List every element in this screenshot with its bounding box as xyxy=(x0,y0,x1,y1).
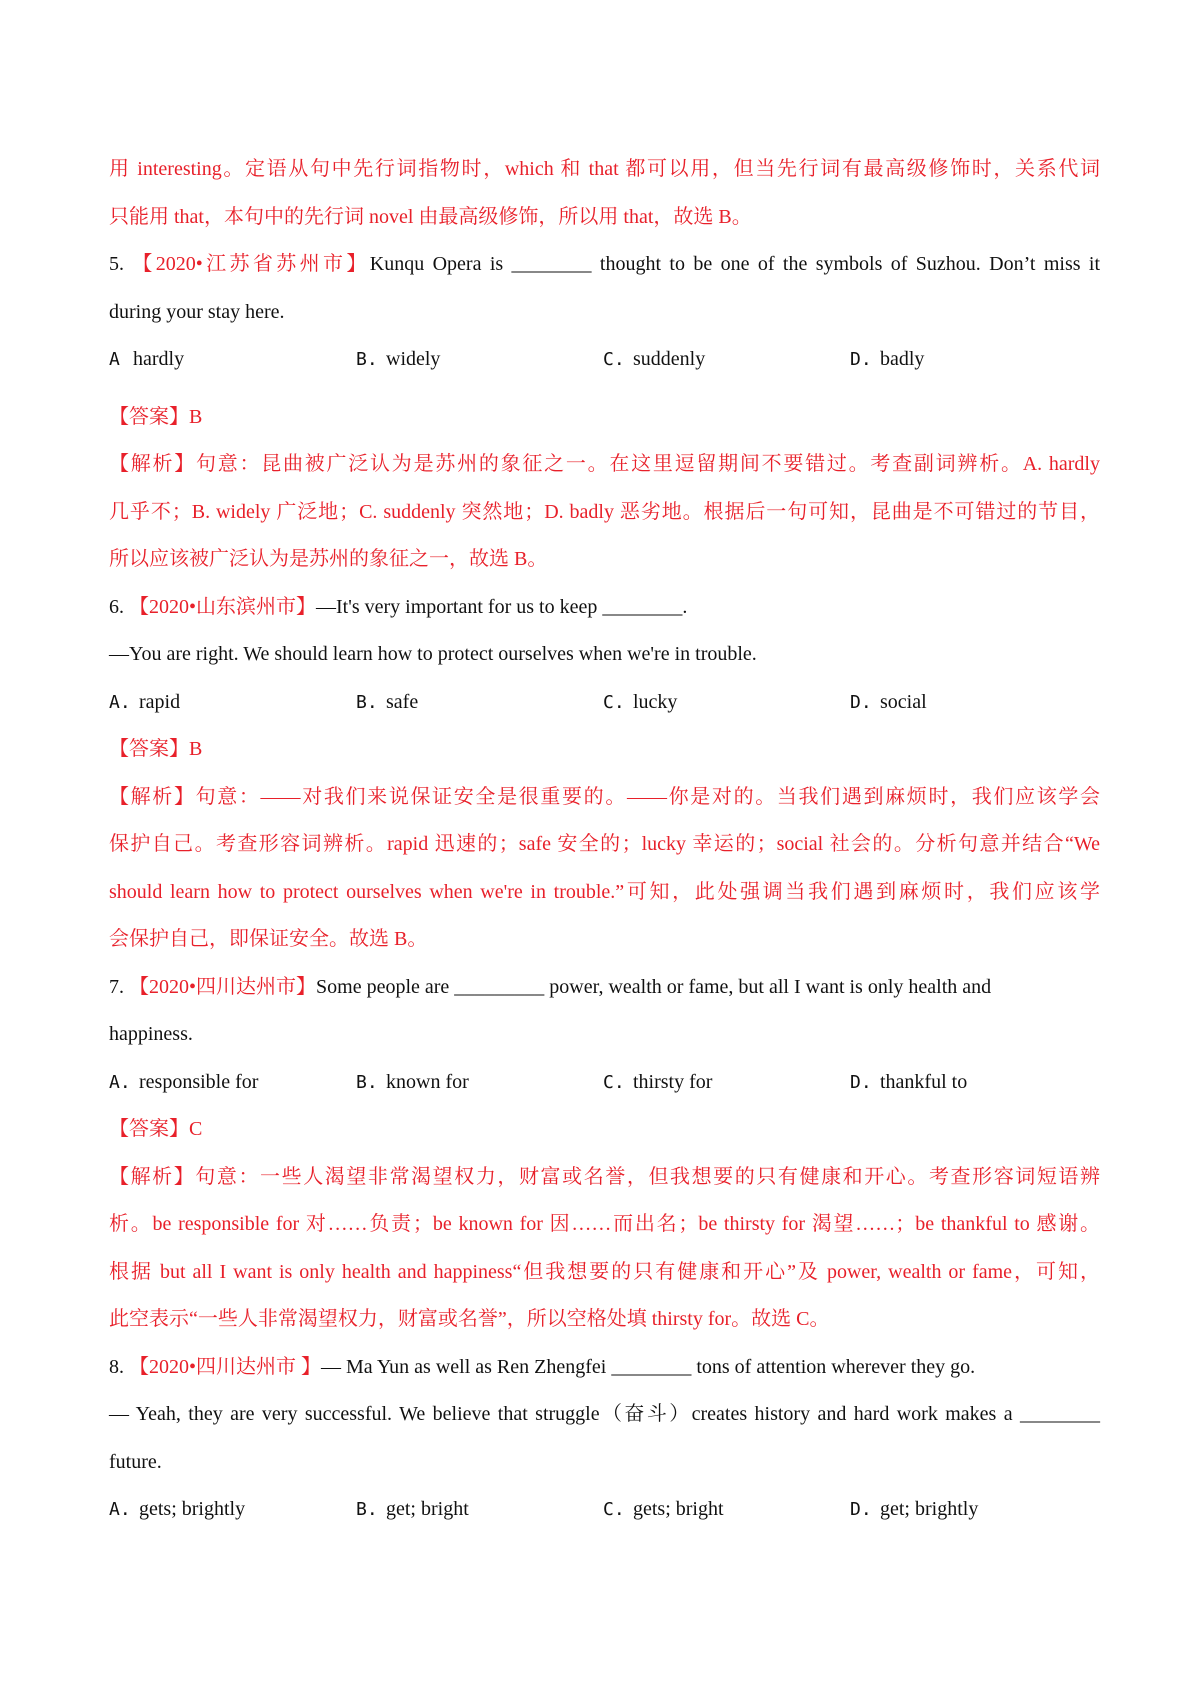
option-c xyxy=(603,336,850,384)
option-letter: A. xyxy=(109,691,131,713)
answer-line: 【答案】C xyxy=(109,1118,203,1140)
question-text: Some people are _________ power, wealth or fame, but all I want is only health and xyxy=(316,975,992,998)
option-letter: B. xyxy=(356,1071,378,1093)
option-letter: B. xyxy=(356,691,378,713)
option-a xyxy=(109,1486,356,1534)
option-d xyxy=(850,1059,1097,1107)
option-text: responsible for xyxy=(139,1070,259,1093)
question-number: 6. xyxy=(109,595,124,618)
question-number: 7. xyxy=(109,975,124,998)
option-d xyxy=(850,1486,1097,1534)
question-text: — Ma Yun as well as Ren Zhengfei ________ tons of attention wherever they go. xyxy=(321,1355,976,1378)
option-letter: A xyxy=(109,349,120,370)
option-a xyxy=(109,1059,356,1107)
option-c xyxy=(603,1059,850,1107)
question-text: Kunqu Opera is ________ thought to be one of the symbols of Suzhou. Don’t miss it xyxy=(369,253,1101,275)
option-letter: B. xyxy=(356,349,378,370)
question-source-tag: 【2020•四川达州市】 xyxy=(129,975,317,998)
option-text: get; brightly xyxy=(880,1498,979,1520)
question-7-options xyxy=(109,1059,1100,1107)
question-text-continued: future. xyxy=(109,1450,162,1473)
analysis-line: 只能用 that，本句中的先行词 novel 由最高级修饰，所以用 that，故选 B。 xyxy=(109,205,752,228)
option-letter: A. xyxy=(109,1071,131,1093)
analysis-line: 根据 but all I want is only health and happiness“但我想要的只有健康和开心”及 power, wealth or fame，可知， xyxy=(109,1260,1100,1283)
option-b xyxy=(356,1486,603,1534)
option-text: gets; brightly xyxy=(139,1498,246,1520)
option-text: gets; bright xyxy=(633,1498,724,1520)
analysis-line: 保护自己。考查形容词辨析。rapid 迅速的；safe 安全的；lucky 幸运的；social 社会的。分析句意并结合“We xyxy=(109,833,1100,855)
question-6-stem xyxy=(109,584,1100,632)
option-a xyxy=(109,336,356,384)
option-letter: C. xyxy=(603,349,625,370)
analysis-line: 析。be responsible for 对……负责；be known for 因……而出名；be thirsty for 渴望……；be thankful to 感谢。 xyxy=(109,1213,1100,1235)
analysis-line: 用 interesting。定语从句中先行词指物时，which 和 that 都可以用，但当先行词有最高级修饰时，关系代词 xyxy=(109,158,1100,180)
option-text: rapid xyxy=(139,690,181,713)
option-b xyxy=(356,336,603,384)
answer-line: 【答案】B xyxy=(109,405,203,428)
option-text: badly xyxy=(880,348,925,370)
option-text: safe xyxy=(386,690,419,713)
question-source-tag: 【2020•山东滨州市】 xyxy=(129,595,317,618)
option-text: suddenly xyxy=(633,348,706,370)
question-text-continued: happiness. xyxy=(109,1023,193,1045)
option-text: thankful to xyxy=(880,1070,968,1093)
question-source-tag: 【2020•江苏省苏州市】 xyxy=(132,253,370,275)
option-letter: D. xyxy=(850,1499,872,1520)
option-text: widely xyxy=(386,348,441,370)
question-number: 5. xyxy=(109,253,124,275)
option-text: known for xyxy=(386,1070,469,1093)
option-b xyxy=(356,679,603,727)
analysis-line: 会保护自己，即保证安全。故选 B。 xyxy=(109,928,428,950)
option-text: social xyxy=(880,690,927,713)
option-letter: C. xyxy=(603,691,625,713)
analysis-line: 几乎不；B. widely 广泛地；C. suddenly 突然地；D. badly 恶劣地。根据后一句可知，昆曲是不可错过的节目， xyxy=(109,500,1100,523)
option-d xyxy=(850,336,1097,384)
analysis-line: 所以应该被广泛认为是苏州的象征之一，故选 B。 xyxy=(109,548,548,570)
analysis-line: 【解析】句意：昆曲被广泛认为是苏州的象征之一。在这里逗留期间不要错过。考查副词辨析。A. hardly xyxy=(109,453,1100,475)
option-letter: A. xyxy=(109,1499,131,1520)
option-letter: C. xyxy=(603,1071,625,1093)
answer-line: 【答案】B xyxy=(109,738,203,760)
option-letter: B. xyxy=(356,1499,378,1520)
document-page xyxy=(109,146,1100,1534)
analysis-line: 【解析】句意：一些人渴望非常渴望权力，财富或名誉，但我想要的只有健康和开心。考查形容词短语辨 xyxy=(109,1165,1100,1188)
question-number: 8. xyxy=(109,1355,124,1378)
option-c xyxy=(603,679,850,727)
question-5-options xyxy=(109,336,1100,384)
question-source-tag: 【2020•四川达州市 】 xyxy=(129,1355,322,1378)
option-text: thirsty for xyxy=(633,1070,713,1093)
option-a xyxy=(109,679,356,727)
option-letter: D. xyxy=(850,1071,872,1093)
question-5-stem xyxy=(109,241,1100,289)
question-8-options xyxy=(109,1486,1100,1534)
question-text-continued: during your stay here. xyxy=(109,300,285,323)
option-letter: D. xyxy=(850,691,872,713)
question-6-options xyxy=(109,679,1100,727)
analysis-line: 此空表示“一些人非常渴望权力，财富或名誉”，所以空格处填 thirsty for。故选 C。 xyxy=(109,1308,830,1330)
option-letter: C. xyxy=(603,1499,625,1520)
question-8-stem xyxy=(109,1344,1100,1392)
option-text: get; bright xyxy=(386,1498,469,1520)
option-d xyxy=(850,679,1097,727)
question-text-continued: —You are right. We should learn how to protect ourselves when we're in trouble. xyxy=(109,643,757,665)
question-text: —It's very important for us to keep ________. xyxy=(316,595,688,618)
question-text-continued: — Yeah, they are very successful. We believe that struggle（奋斗）creates history and hard work makes a ________ xyxy=(109,1403,1100,1425)
option-b xyxy=(356,1059,603,1107)
question-7-stem xyxy=(109,964,1100,1012)
option-c xyxy=(603,1486,850,1534)
analysis-line: should learn how to protect ourselves when we're in trouble.”可知，此处强调当我们遇到麻烦时，我们应该学 xyxy=(109,880,1100,903)
option-letter: D. xyxy=(850,349,872,370)
analysis-line: 【解析】句意：——对我们来说保证安全是很重要的。——你是对的。当我们遇到麻烦时，我们应该学会 xyxy=(109,785,1100,808)
option-text: lucky xyxy=(633,690,678,713)
option-text: hardly xyxy=(133,348,185,370)
